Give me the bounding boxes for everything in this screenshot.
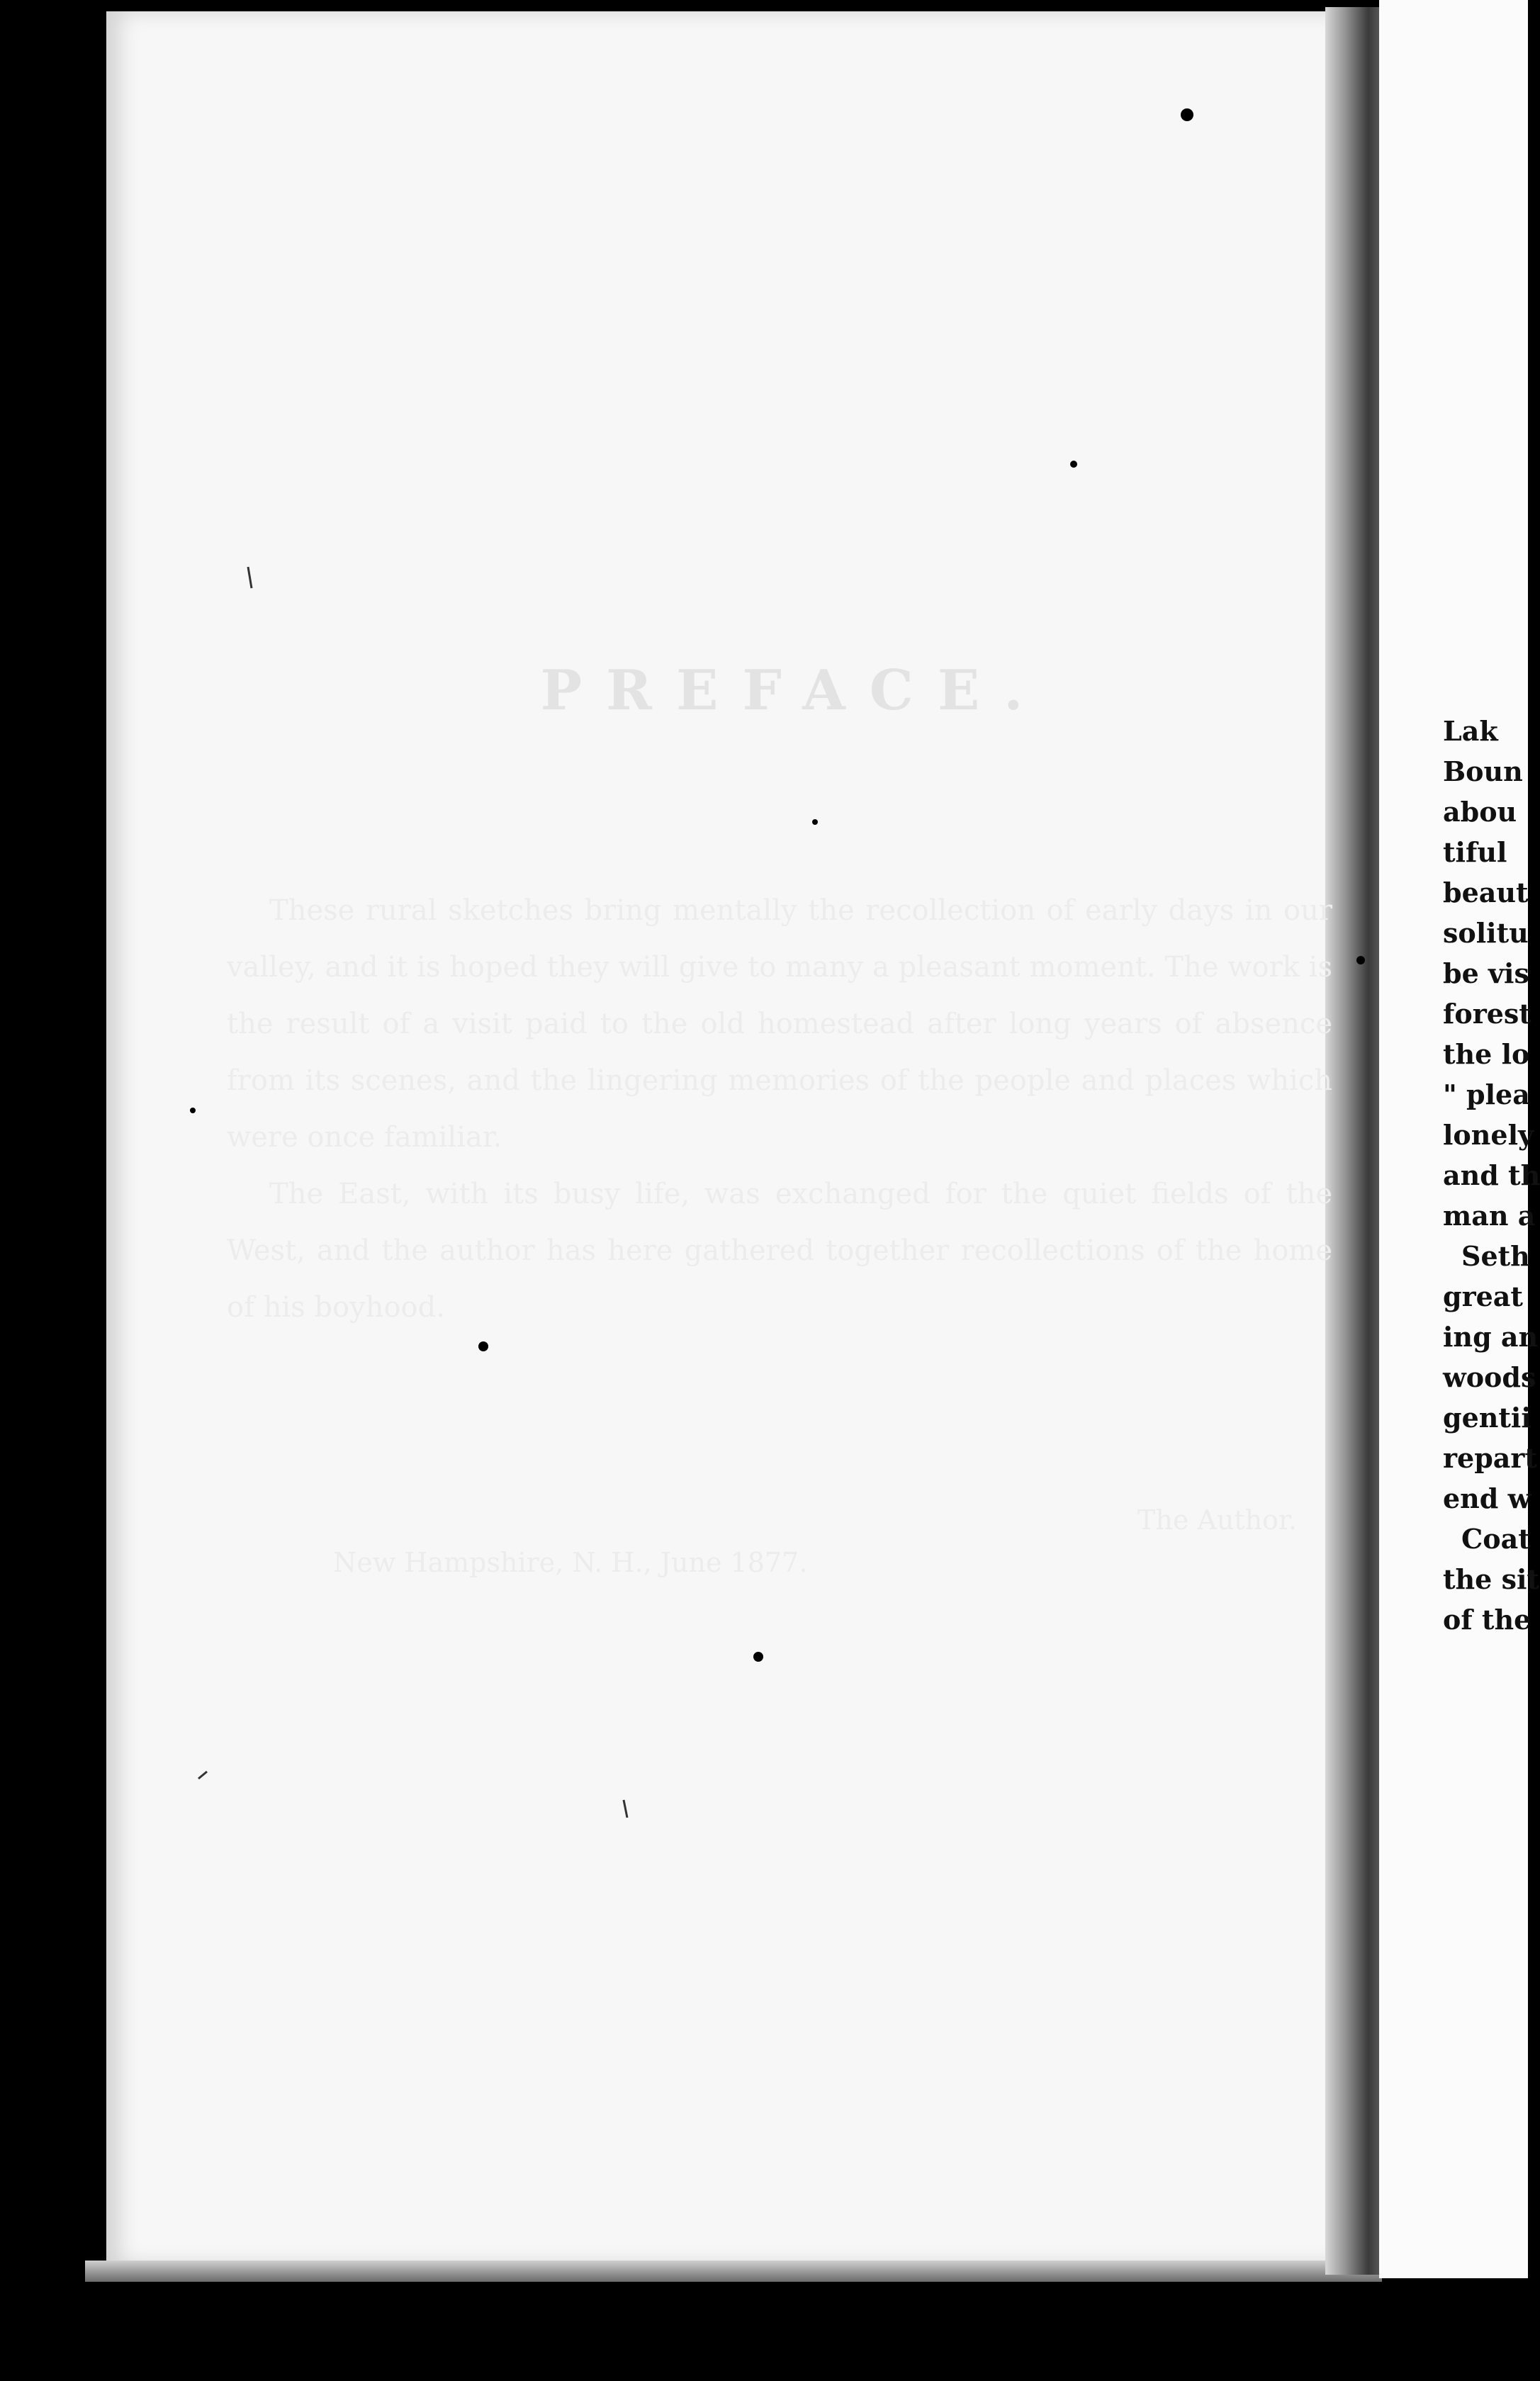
fragment-line: abou — [1443, 796, 1517, 828]
fragment-line: Lak — [1443, 715, 1498, 747]
preface-paragraph-2: The East, with its busy life, was exchanged for the quiet fields of the West, and the author has here gathered together recollections of the home of his boyhood. — [227, 1178, 1332, 1324]
fragment-line: " plea — [1443, 1079, 1530, 1110]
signature-name: The Author. — [1137, 1504, 1297, 1536]
fragment-line: beaut — [1443, 877, 1529, 908]
next-page-text-fragment — [1417, 715, 1540, 1708]
fragment-line: lonely — [1443, 1119, 1534, 1151]
fragment-line: Boun — [1443, 755, 1523, 787]
book-gutter — [1325, 7, 1379, 2275]
fragment-line: repart — [1443, 1442, 1537, 1474]
fragment-line: Coat — [1461, 1523, 1531, 1555]
fragment-line: solitu — [1443, 917, 1529, 949]
fragment-line: end w — [1443, 1482, 1531, 1514]
fragment-line: man a — [1443, 1200, 1536, 1232]
fragment-line: the lo — [1443, 1038, 1530, 1070]
preface-heading: PREFACE. — [540, 658, 1047, 723]
fragment-line: and th — [1443, 1159, 1540, 1191]
fragment-line: of the — [1443, 1604, 1531, 1636]
fragment-line: great — [1443, 1280, 1523, 1312]
preface-paragraph-1: These rural sketches bring mentally the recollection of early days in our valley, and it is hoped they will give to many a pleasant moment. The work is the result of a visit paid to the old homestead after long years of absence from its scenes, and the lingering memories of the people and places which were once familiar. — [227, 894, 1332, 1154]
signature-place-date: New Hampshire, N. H., June 1877. — [333, 1547, 808, 1578]
page-bottom-edge — [85, 2261, 1382, 2282]
fragment-line: ing an — [1443, 1321, 1539, 1353]
fragment-line: Seth — [1461, 1240, 1530, 1272]
preface-body — [227, 882, 1332, 1336]
fragment-line: the sit — [1443, 1563, 1539, 1595]
fragment-line: woods — [1443, 1361, 1536, 1393]
preface-signature — [333, 1499, 1297, 1584]
fragment-line: forest — [1443, 998, 1531, 1030]
fragment-line: tiful — [1443, 836, 1507, 868]
fragment-line: be vis — [1443, 957, 1529, 989]
fragment-line: gentii — [1443, 1402, 1531, 1434]
